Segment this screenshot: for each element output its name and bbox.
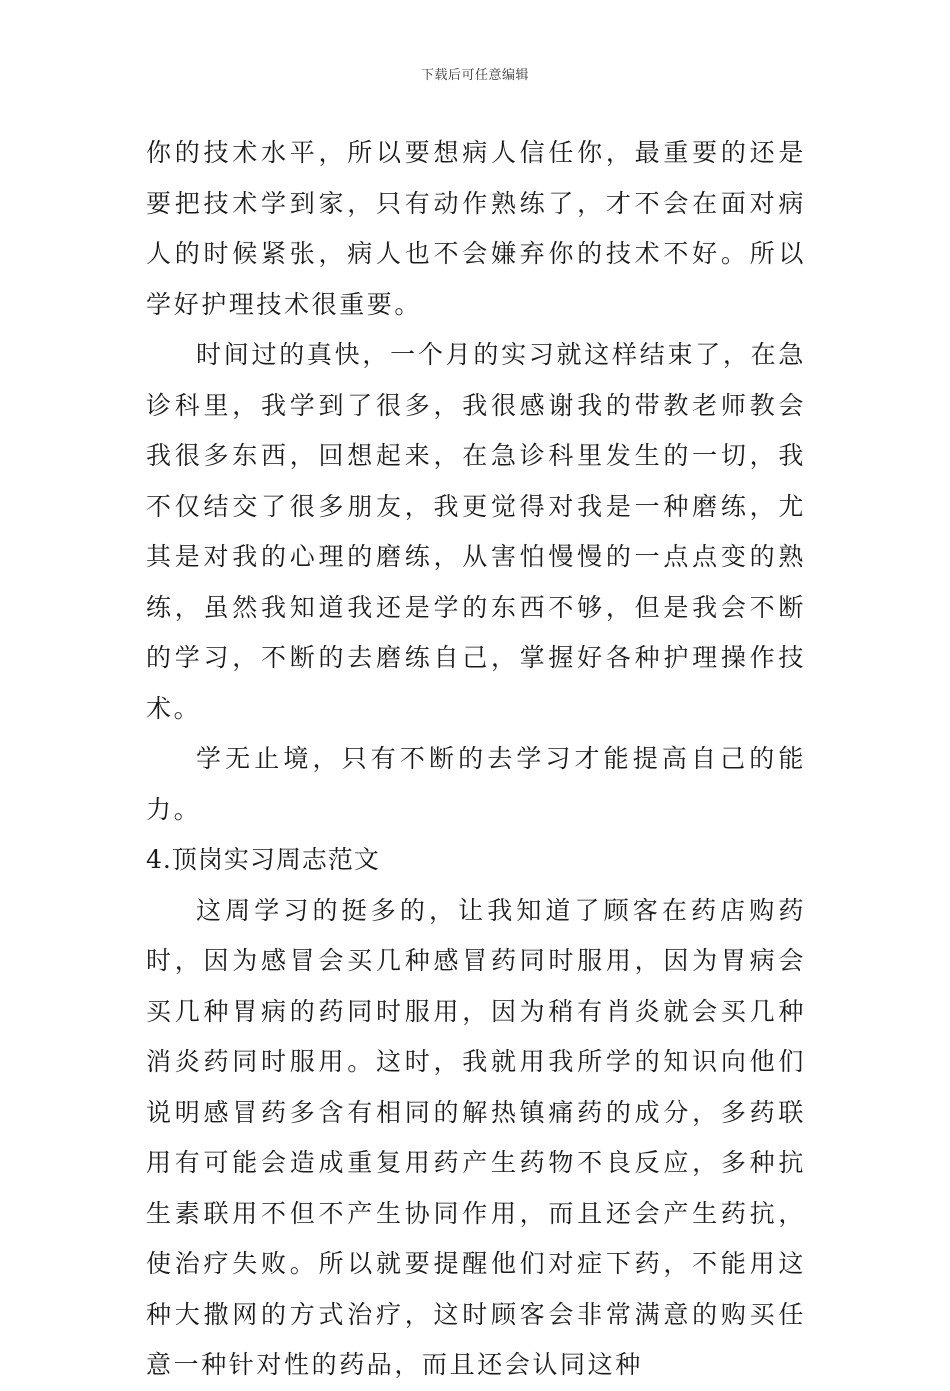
section-heading: 4.顶岗实习周志范文 <box>146 845 380 874</box>
document-body <box>146 128 806 1391</box>
paragraph-learning-motto: 学无止境，只有不断的去学习才能提高自己的能力。 <box>146 744 806 824</box>
paragraph-internship-summary: 时间过的真快，一个月的实习就这样结束了，在急诊科里，我学到了很多，我很感谢我的带教老师教会我很多东西，回想起来，在急诊科里发生的一切，我不仅结交了很多朋友，我更觉得对我是一种磨练，尤其是对我的心理的磨练，从害怕慢慢的一点点变的熟练，虽然我知道我还是学的东西不够，但是我会不断的学习，不断的去磨练自己，掌握好各种护理操作技术。 <box>146 340 806 723</box>
page-header-note: 下载后可任意编辑 <box>420 68 529 83</box>
paragraph-continuation: 你的技术水平，所以要想病人信任你，最重要的还是要把技术学到家，只有动作熟练了，才不会在面对病人的时候紧张，病人也不会嫌弃你的技术不好。所以学好护理技术很重要。 <box>146 138 806 319</box>
paragraph-weekly-journal: 这周学习的挺多的，让我知道了顾客在药店购药时，因为感冒会买几种感冒药同时服用，因为胃病会买几种胃病的药同时服用，因为稍有肖炎就会买几种消炎药同时服用。这时，我就用我所学的知识向他们说明感冒药多含有相同的解热镇痛药的成分，多药联用有可能会造成重复用药产生药物不良反应，多种抗生素联用不但不产生协同作用，而且还会产生药抗，使治疗失败。所以就要提醒他们对症下药，不能用这种大撒网的方式治疗，这时顾客会非常满意的购买任意一种针对性的药品，而且还会认同这种 <box>146 895 806 1379</box>
